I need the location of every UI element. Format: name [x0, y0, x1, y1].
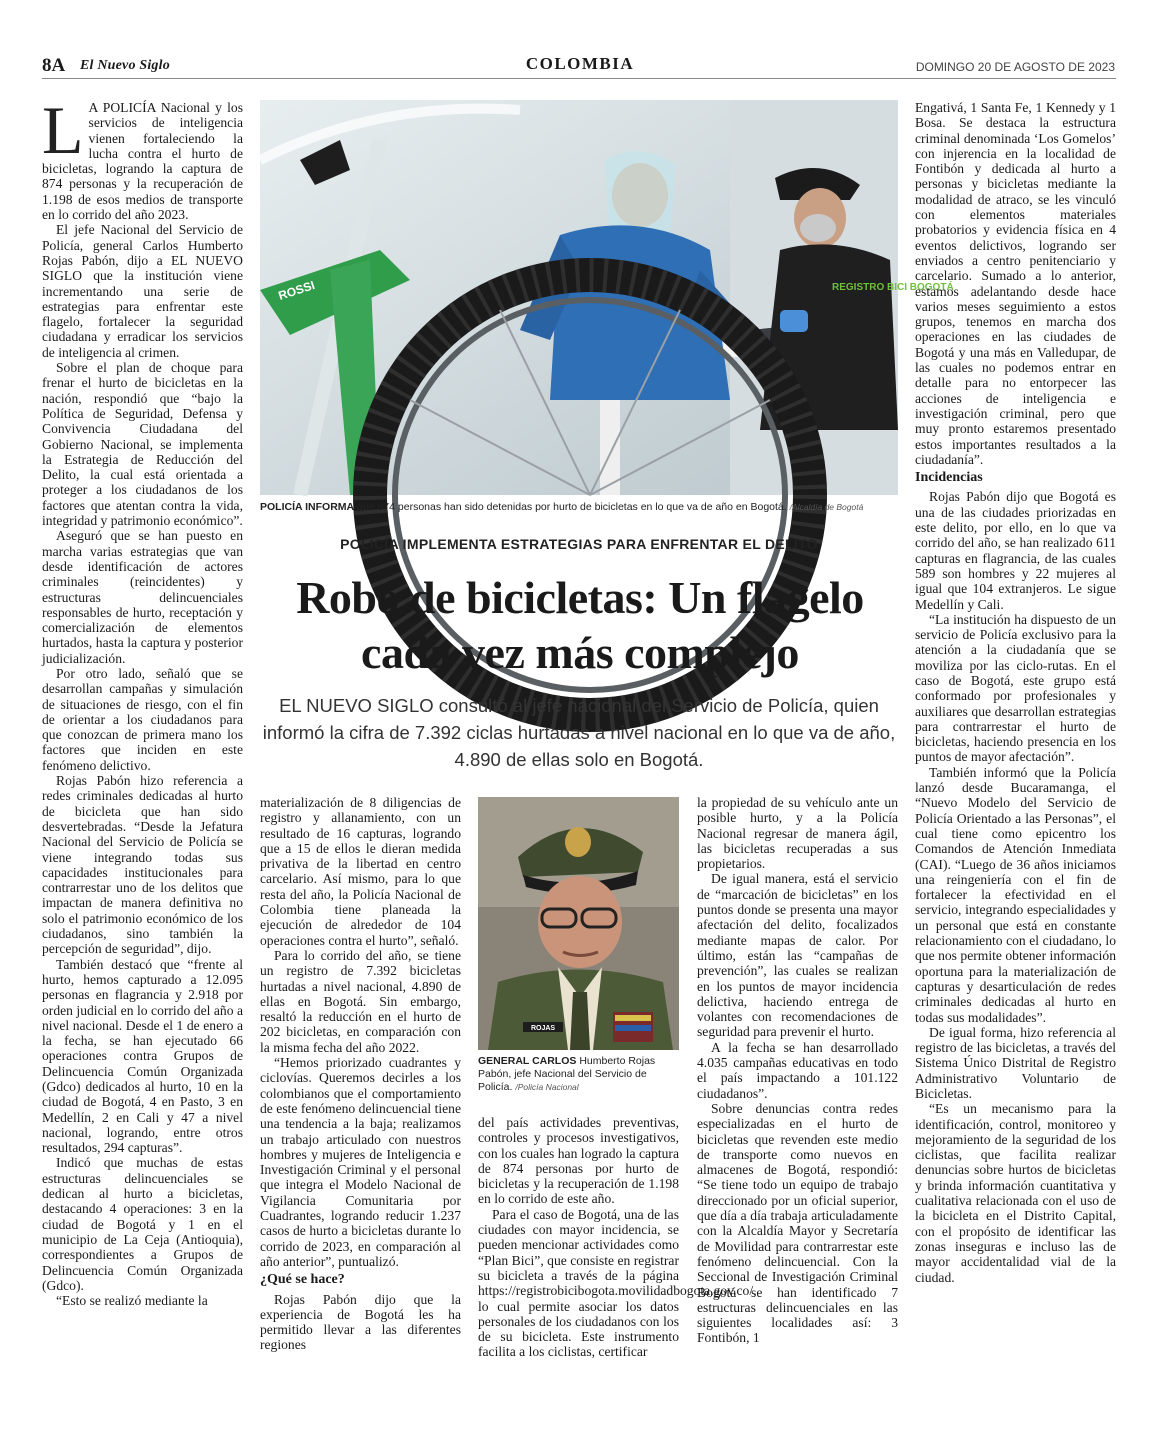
headline-line-2: cada vez más complejo [361, 627, 799, 678]
portrait-caption-text: Humberto Rojas Pabón, jefe Nacional del Servicio de Policía. [478, 1055, 656, 1093]
paragraph: Por otro lado, señaló que se desarrollan campañas y simulación de situaciones de riesgo, con el fin de orientar a los ciudadanos para que conozcan de primera mano los factores que inciden en este fenómeno delictivo. [42, 665, 243, 773]
paragraph: “La institución ha dispuesto de un servicio de Policía exclusivo para la atención a la ciudadanía que se moviliza por las ciclo-rutas. En el caso de Bogotá, este grupo está conformado por profesionales y auxiliares que desarrollan estrategias para contrarrestar el hurto de bicicletas, haciendo presencia en los puntos de mayor afectación”. [915, 611, 1116, 765]
article-column-1 [42, 92, 243, 1400]
subheading: Incidencias [915, 470, 983, 486]
photo-credit: /Alcaldía de Bogotá [789, 502, 864, 512]
paragraph: “Es un mecanismo para la identificación, control, monitoreo y mejoramiento de la seguridad de los ciclistas, que facilita realizar denuncias sobre hurtos de bicicletas y brinda información cuantitativa y cualitativa relacionada con el uso de la bicicleta en el Distrito Capital, con el propósito de identificar las zonas inseguras e incluso las de mayor accidentalidad vial de la ciudad. [915, 1101, 1116, 1285]
paragraph: De igual forma, hizo referencia al registro de las bicicletas, a través del Sistema Único Distrital de Registro Administrativo Voluntario de Bicicletas. [915, 1024, 1116, 1101]
page-number: 8A [42, 55, 66, 76]
caption-text: que 874 personas han sido detenidas por hurto de bicicletas en lo que va de año en Bogotá. [354, 501, 787, 513]
headline [250, 570, 910, 680]
paragraph: A la fecha se han desarrollado 4.035 campañas educativas en todo el país impactando a 101.122 ciudadanos”. [697, 1039, 898, 1101]
article-column-3 [478, 1115, 757, 1415]
paragraph: También destacó que “frente al hurto, hemos capturado a 12.095 personas en flagrancia y 2.918 por orden judicial en lo corrido del año a nivel nacional. Desde el 1 de enero a la fecha, se han ejecutado 66 operaciones contra Grupos de Delincuencia Común Organizada (Gdco) dedicados al hurto, 10 en la ciudad de Bogotá, 4 en Pasto, 3 en Medellín, 2 en Cali y 47 a nivel nacional, logrando, entre otros resultados, 294 capturas”. [42, 956, 243, 1156]
paragraph: De igual manera, está el servicio de “marcación de bicicletas” en los puntos donde se presenta una mayor afectación del delito, focalizados mediante mapas de calor. Por último, están las “campañas de prevención”, las cuales se realizan en los puntos de mayor incidencia delictiva, haciendo entrega de volantes con recomendaciones de seguridad para prevenir el hurto. [697, 871, 898, 1040]
bike-brand-text: ROSSI [276, 277, 317, 303]
deck: EL NUEVO SIGLO consultó al jefe nacional del Servicio de Policía, quien informó la cifra de 7.392 ciclas hurtadas a nivel nacional en lo que va de año, 4.890 de ellas solo en Bogotá. [262, 695, 896, 770]
header-rule [42, 78, 1116, 79]
paragraph: Rojas Pabón hizo referencia a redes criminales dedicadas al hurto de bicicleta que han sido desvertebradas. “Desde la Jefatura Nacional del Servicio de Policía se viene integrando todas sus capacidades institucionales para contrarrestar uno de los delitos que impactan de manera definitiva no solo el patrimonio económico de los ciudadanos, sino también la percepción de seguridad”, dijo. [42, 773, 243, 957]
newspaper-name: El Nuevo Siglo [80, 58, 170, 73]
paragraph: Aseguró que se han puesto en marcha varias estrategias que van desde identificación de actores criminales (reincidentes) y estructuras delincuenciales responsables de hurto, receptación y comercialización de elementos hurtados, hasta la captura y posterior judicialización. [42, 528, 243, 666]
paragraph: Rojas Pabón dijo que la experiencia de Bogotá les ha permitido llevar a las diferentes regiones [260, 1291, 461, 1353]
paragraph: A POLICÍA Nacional y los servicios de inteligencia vienen fortaleciendo la lucha contra el hurto de bicicletas, logrando la captura de 874 personas y la recuperación de 1.198 de esos medios de transporte en lo corrido del año 2023. [42, 100, 243, 223]
article-column-4 [697, 795, 898, 1415]
portrait-caption [478, 1055, 679, 1094]
article-column-2 [260, 795, 461, 1415]
paragraph: Para el caso de Bogotá, una de las ciudades con mayor incidencia, se pueden mencionar actividades como “Plan Bici”, que consiste en registrar su bicicleta a través de la página https://registrobicibogota.movilidadbogota.gov.co/, lo cual permite asociar los datos personales de los ciudadanos con los de su bicicleta. Este instrumento facilita a los ciclistas, certificar [478, 1206, 757, 1360]
paragraph: Engativá, 1 Santa Fe, 1 Kennedy y 1 Bosa. Se destaca la estructura criminal denominada ‘Los Gomelos’ con injerencia en la localidad de Fontibón y dedicada al hurto a personas y bicicletas mediante la modalidad de atraco, se les vinculó con elementos materiales probatorios y evidencia física en 4 eventos delictivos, logrando ser enviados a centro penitenciario y carcelario. Sumado a lo anterior, estamos adelantando desde hace varios meses seguimiento a estos grupos, tenemos en marcha dos operaciones en las ciudades de Bogotá y una más en Valledupar, de las cuales no podemos entrar en detalle para no entorpecer las acciones de inteligencia e investigación criminal, pero que muy pronto estaremos presentado estos importantes resultados a la ciudadanía”. [915, 100, 1116, 467]
paragraph: Rojas Pabón dijo que Bogotá es una de las ciudades priorizadas en este delito, por ello, en lo que va corrido del año, se han realizado 611 capturas en flagrancia, de las cuales 589 son hombres y 22 mujeres al igual que 104 extranjeros. Le sigue Medellín y Cali. [915, 489, 1116, 612]
general-portrait-illustration [478, 797, 679, 1050]
drop-cap: L [42, 92, 84, 168]
paragraph: del país actividades preventivas, controles y procesos investigativos, con los cuales han logrado la captura de 874 personas por hurto de bicicletas y la recuperación de 1.198 en lo corrido de este año. [478, 1115, 679, 1207]
paragraph: “Esto se realizó mediante la [56, 1293, 208, 1309]
paragraph: materialización de 8 diligencias de registro y allanamiento, con un resultado de 16 capturas, logrando que a 15 de ellos le dieran medida privativa de la libertad en centro carcelario. Así mismo, para lo que resta del año, la Policía Nacional de Colombia tiene planeada la ejecución de alrededor de 104 operaciones contra el hurto”, señaló. [260, 795, 461, 948]
paragraph: la propiedad de su vehículo ante un posible hurto, y a la Policía Nacional regresar de manera ágil, las bicicletas recuperadas a sus propietarios. [697, 795, 898, 872]
subheading: ¿Qué se hace? [260, 1272, 345, 1288]
paragraph: También informó que la Policía lanzó desde Bucaramanga, el “Nuevo Modelo del Servicio de Policía Orientado a las Personas”, el cual tiene como epicentro los Comandos de Atención Inmediata (CAI). “Luego de 36 años iniciamos una reingeniería con el fin de fortalecer la efectividad en el servicio, integrando especialidades y un personal que está en constante relacionamiento con el ciudadano, lo que nos permite obtener información oportuna para la materialización de capturas y desarticulación de redes criminales dedicadas al hurto en todas sus modalidades”. [915, 764, 1116, 1025]
portrait-caption-lead: GENERAL CARLOS [478, 1055, 577, 1067]
article-column-5 [915, 100, 1116, 1420]
portrait-credit: /Policía Nacional [515, 1082, 579, 1092]
section-title: COLOMBIA [525, 54, 635, 73]
caption-lead: POLICÍA INFORMA [260, 501, 355, 513]
uniform-name-tag: ROJAS [530, 1025, 556, 1032]
paragraph: Para lo corrido del año, se tiene un registro de 7.392 bicicletas hurtadas a nivel nacional, 4.890 de ellas en Bogotá. Sin embargo, resaltó la reducción en el hurto de 202 bicicletas, en comparación con la misma fecha del año 2022. [260, 947, 461, 1055]
paragraph: Sobre denuncias contra redes especializadas en el hurto de bicicletas que revenden este medio de transporte como nuevos en almacenes de Bogotá, respondió: “Se tiene todo un equipo de trabajo direccionado por un oficial superior, que día a día trabaja articuladamente con la Alcaldía Mayor y Secretaría de Movilidad para contrarrestar este fenómeno delincuencial. Con la Seccional de Investigación Criminal Bogotá se han identificado 7 estructuras delincuenciales en las siguientes localidades así: 3 Fontibón, 1 [697, 1100, 898, 1346]
shirt-text: REGISTRO BICI BOGOTÁ [832, 282, 954, 293]
paragraph: El jefe Nacional del Servicio de Policía, general Carlos Humberto Rojas Pabón, dijo a EL NUEVO SIGLO que la institución viene incrementando una serie de estrategias para enfrentar este flagelo, fortalecer la seguridad ciudadana y erradicar los servicios de inteligencia al crimen. [42, 222, 243, 360]
main-photo-caption [260, 501, 900, 514]
portrait-photo [478, 797, 679, 1050]
issue-date: DOMINGO 20 DE AGOSTO DE 2023 [915, 60, 1115, 74]
paragraph: Indicó que muchas de estas estructuras delincuenciales se dedican al hurto a bicicletas, destacando 4 operaciones: 3 en la ciudad de Bogotá y 1 en el municipio de La Ceja (Antioquia), correspondientes a Grupos de Delincuencia Común Organizada (Gdco). [42, 1155, 243, 1293]
paragraph: Sobre el plan de choque para frenar el hurto de bicicletas en la nación, respondió que “bajo la Política de Seguridad, Defensa y Convivencia Ciudadana del Gobierno Nacional, se implementa la Estrategia de Reducción del Delito, la cual está orientada a proteger a los ciudadanos de los factores que atentan contra la vida, integridad y patrimonio económico”. [42, 360, 243, 529]
paragraph: “Hemos priorizado cuadrantes y ciclovías. Queremos decirles a los colombianos que el comportamiento de este fenómeno delincuencial tiene una tendencia a la baja; realizamos un trabajo articulado con nuestros hombres y mujeres de Inteligencia e Investigación Criminal y el personal que integra el Modelo Nacional de Vigilancia Comunitaria por Cuadrantes, logrando reducir 1.237 casos de hurto a bicicletas durante lo corrido de 2023, en comparación al año anterior”, puntualizó. [260, 1055, 461, 1269]
kicker: POLICÍA IMPLEMENTA ESTRATEGIAS PARA ENFRENTAR EL DELITO [340, 536, 818, 552]
headline-line-1: Robo de bicicletas: Un flagelo [296, 572, 864, 623]
